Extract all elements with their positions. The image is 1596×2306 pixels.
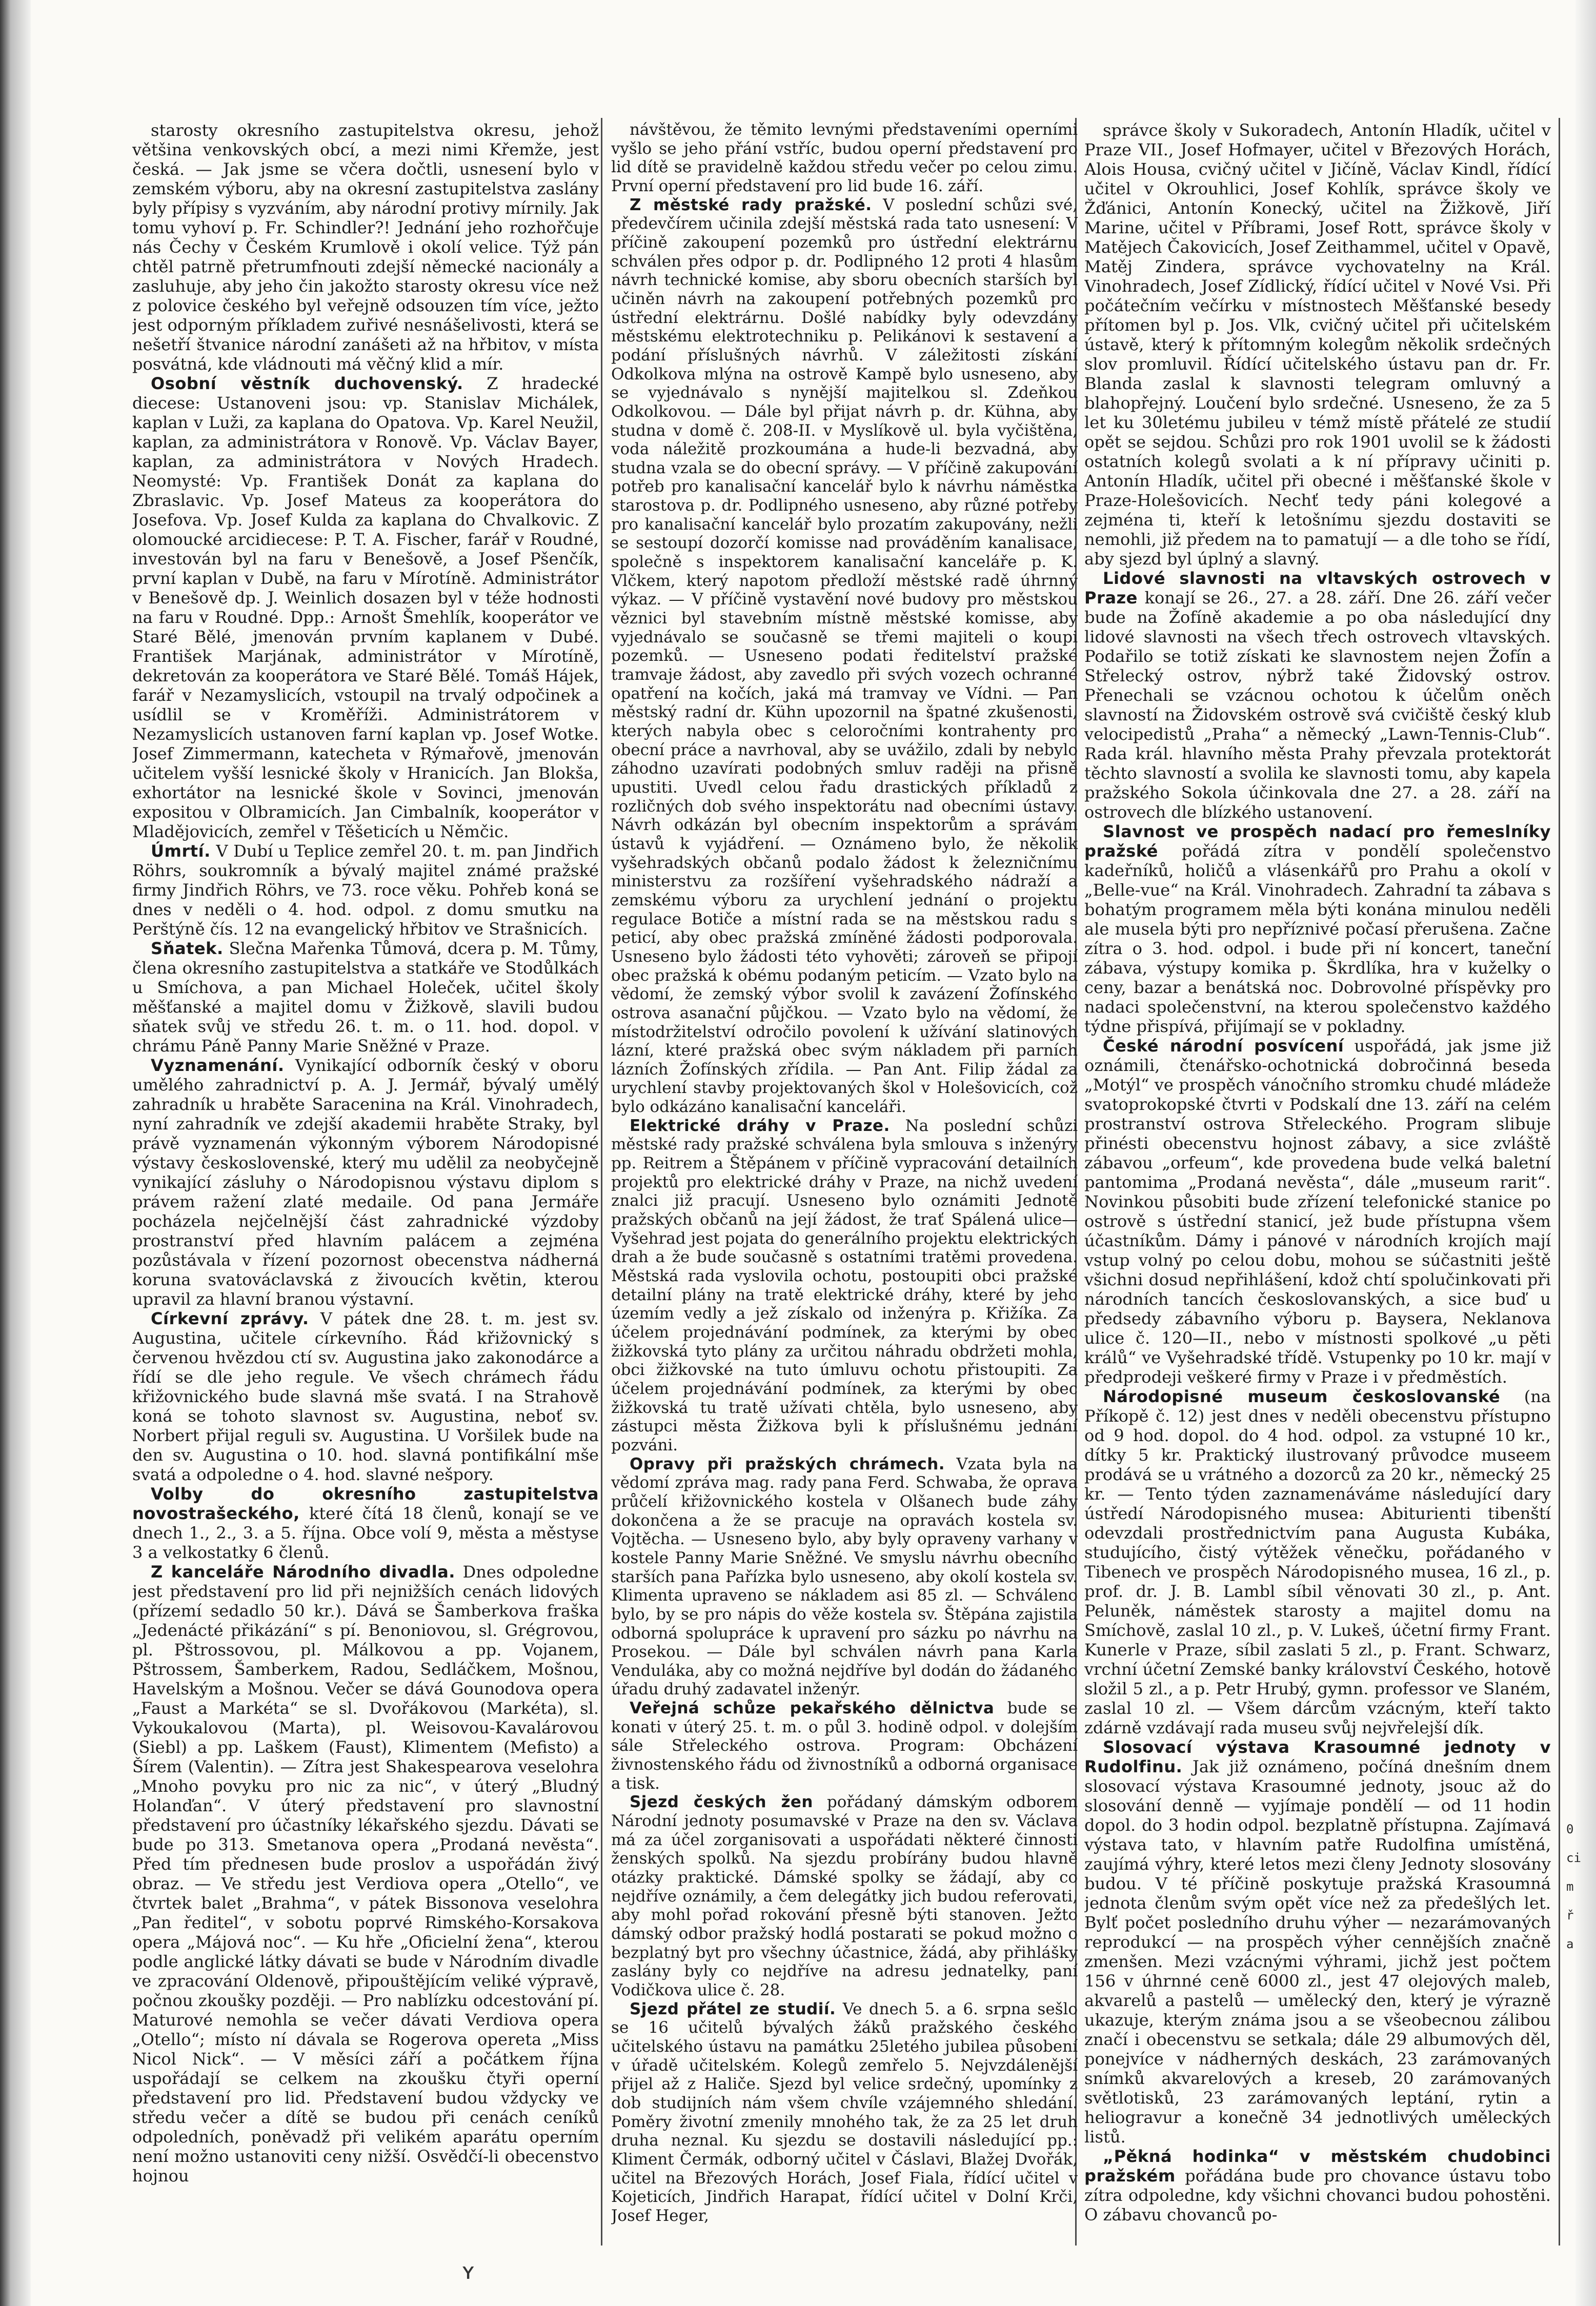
article-text: V pátek dne 28. t. m. jest sv. Augustina, učitele církevního. Řád křižovnický s červenou hvězdou ctí sv. Augustina jako zakonodárce a řídí se dle jeho regule. Ve všech chrámech řádu křižovnického bude slavná mše svatá. I na Strahově koná se tohoto slavnost sv. Augustina, neboť sv. Norbert přijal reguli sv. Augustina. U Voršilek bude na den sv. Augustina o 10. hod. slavná pontifikální mše svatá a odpoledne o 4. hod. slavné nešpory. [132,1309,599,1484]
page-edge [1575,0,1596,2306]
article-text: Vzata byla na vědomí zpráva mag. rady pana Ferd. Schwaba, že oprava průčelí křižovnického kostela v Olšanech bude záhy dokončena a že se pracuje na opravách kostela sv. Vojtěcha. — Usneseno bylo, aby byly opraveny varhany v kostele Panny Marie Sněžné. Ve smyslu návrhu obecního starších pana Pařízka bylo usneseno, aby okolí kostela sv. Klimenta upraveno se nákladem asi 85 zl. — Schváleno bylo, by se pro nápis do věže kostela sv. Štěpána zajistila odborná spolupráce k upravení pro sázku po návrhu na Prosekou. — Dále byl schválen návrh pana Karla Venduláka, aby co možná nejdříve byl dodán do žádaného úřadu druhý zadavatel inženýr. [611,1454,1078,1699]
article-text: Na poslední schůzi městské rady pražské schválena byla smlouva s inženýry pp. Reitrem a Štěpánem v příčině vypracování detailních projektů pro elektrické dráhy v Praze, na nichž uvedení znalci již pracují. Usneseno bylo oznámiti Jednotě pražských občanů na její žádost, že trať Spálená ulice—Vyšehrad jest pojata do generálního projektu elektrických drah a že bude současně s ostatními tratěmi provedena. Městská rada vyslovila ochotu, postoupiti obci pražské detailní plány na tratě elektrické dráhy, které by jeho územím vedly a jež získalo od inženýra p. Křižíka. Za účelem projednávání podmínek, za kterými by obec žižkovská tyto plány za určitou náhradu obdržeti mohla, obci žižkovské na tuto úmluvu ochotu přistoupiti. Za účelem projednávání podmínek, za kterými by obec žižkovská tu tratě užívati chtěla, bylo usneseno, aby zástupci města Žižkova byli k příslušnému jednání pozváni. [611,1116,1078,1454]
article-paragraph [132,374,599,841]
article-text: návštěvou, že těmito levnými představeními operními vyšlo se jeho přání vstříc, budou operní představení pro lid dítě se pravidelně každou středu večer po celou zimu. První operní představení pro lid bude 16. září. [611,120,1078,195]
article-paragraph [1084,120,1551,569]
article-text: Vynikající odborník český v oboru umělého zahradnictví p. A. J. Jermář, bývalý umělý zahradník u hraběte Saracenina na Král. Vinohradech, nyní zahradník ve zdejší akademii hraběte Straky, byl právě vyznamenán výkonným výborem Národopisné výstavy československé, který mu udělil za neobyčejně vynikající zásluhy o Národopisnou výstavu diplom s právem ražení zlaté medaile. Od pana Jermáře pocházela nejčelnější část zahradnické výzdoby prostranství před hlavním palácem a zejména pozůstávala v řízení pozornost obecenstva nádherná koruna svatováclavská z živoucích květin, kterou upravil za hlavní branou výstavní. [132,1056,599,1309]
article-text: Dnes odpoledne jest představení pro lid při nejnižších cenách lidových (přízemí sedadlo 50 kr.). Dává se Šamberkova fraška „Jedenácté přikázání“ s pí. Benoniovou, sl. Grégrovou, pl. Pštrossovou, pl. Málkovou a pp. Vojanem, Pštrossem, Šamberkem, Radou, Sedláčkem, Mošnou, Havelským a Mošnou. Večer se dává Gounodova opera „Faust a Markéta“ se sl. Dvořákovou (Markéta), sl. Vykoukalovou (Marta), pl. Weisovou-Kavalárovou (Siebl) a pp. Laškem (Faust), Klimentem (Mefisto) a Šírem (Valentin). — Zítra jest Shakespearova veselohra „Mnoho povyku pro nic za nic“, v úterý „Bludný Holanďan“. V úterý představení pro slavnostní představení pro účastníky lékařského sjezdu. Dávati se bude po 313. Smetanova opera „Prodaná nevěsta“. Před tím přednesen bude proslov a uspořádán živý obraz. — Ve středu jest Verdiova opera „Otello“, ve čtvrtek balet „Brahma“, v pátek Bissonova veselohra „Pan ředitel“, v sobotu poprvé Rimského-Korsakova opera „Májová noc“. — Ku hře „Oficielní žena“, kterou podle anglické látky dávati se bude v Národním divadle ve zpracování Oldenově, připouštějícím veliké výpravě, počnou zkoušky později. — Pro nablízku odcestování pí. Maturové nemohla se večer dávati Verdiova opera „Otello“; místo ní dávala se Rogerova opereta „Miss Nicol Nick“. — V měsíci září a počátkem října uspořádají se celkem na zkoušku čtyři operní představení pro lid. Představení budou vždycky ve středu večer a dítě se budou při cenách ceníků odpoledních, poněvadž při velikém aparátu operním není možno ustanoviti ceny nižší. Osvědčí-li obecenstvo hojnou [132,1562,599,2186]
article-paragraph [1084,1737,1551,2147]
article-text: uspořádá, jak jsme již oznámili, čtenářsko-ochotnická dobročinná beseda „Motýl“ ve prospěch vánočního stromku chudé mládeže svatoprokopské čtvrti v Podskalí dne 13. září na celém prostranství ostrova Střeleckého. Program slibuje přinésti obecenstvu hojnost zábavy, a sice zvláště zábavou „orfeum“, kde provedena bude velká baletní pantomima „Prodaná nevěsta“, dále „museum rarit“. Novinkou působiti bude zřízení telefonické stanice po ostrově s ústřední stanicí, jež bude přístupna všem účastníkům. Dámy i pánové v národních krojích mají vstup volný po celou dobu, mohou se súčastniti ještě všichni dosud nepřihlášení, kdož chtí spolučinkovati při národních tancích českoslovanských, a sice buď u předsedy zábavního výboru p. Baysera, Neklanova ulice č. 120—II., nebo v místnosti spolkové „u pěti králů“ ve Vyšehradské třídě. Vstupenky po 10 kr. mají v předprodeji veškeré firmy v Praze i v předměstích. [1084,1036,1551,1387]
article-text: konají se 26., 27. a 28. září. Dne 26. září večer bude na Žofíně akademie a po oba následující dny lidové slavnosti na všech třech ostrovech vltavských. Podařilo se totiž získati ke slavnostem nejen Žofín a Střelecký ostrov, nýbrž také Židovský ostrov. Přenechali se vzácnou ochotou k účelům oněch slavností na Židovském ostrově svá cvičiště český klub velocipedistů „Praha“ a německý „Lawn-Tennis-Club“. Rada král. hlavního města Prahy převzala protektorát těchto slavností a svolila ke slavnosti tomu, aby kapela pražského Sokola účinkovala dne 27. a 28. září na ostrovech dle blízkého ustanovení. [1084,588,1551,822]
margin-marks [1566,1815,1587,1958]
binding-gutter [0,0,31,2306]
article-text: pořádá zítra v pondělí společenstvo kadeřníků, holičů a vlásenkářů pro Prahu a okolí v „Belle-vue“ na Král. Vinohradech. Zahradní ta zábava s bohatým programem měla býti konána minulou neděli ale musela býti pro nepříznivé počasí přerušena. Začne zítra o 3. hod. odpol. i bude při ní koncert, taneční zábava, výstupy komika p. Škrdlíka, hra v kuželky o ceny, bazar a benátská noc. Dobrovolné příspěvky pro nadaci společenstvní, na kterou společenstvo každého týdne přispívá, přijímají se v pokladny. [1084,841,1551,1036]
column-rule [601,118,602,2246]
article-heading: Opravy při pražských chrámech. [630,1454,945,1473]
article-heading: Vyznamenání. [151,1056,285,1075]
article-text: bude se konati v úterý 25. t. m. o půl 3. hodině odpol. v dolejším sále Střeleckého ostrova. Program: Obcházení živnostenského řádu od živnostníků a odborná organisace a tisk. [611,1699,1078,1793]
article-heading: Slosovací výstava Krasoumné jednoty v Rudolfinu. [1084,1737,1551,1776]
article-heading: Lidové slavnosti na vltavských ostrovech v Praze [1084,569,1551,608]
article-text: Jak již oznámeno, počíná dnešním dnem slosovací výstava Krasoumné jednoty, jsouc až do slosování denně — vyjímaje pondělí — od 11 hodin dopol. do 3 hodin odpol. bezplatně přístupna. Zajímavá výstava tato, v hlavním patře Rudolfina umístěná, zaujímá výhry, které letos mezi členy Jednoty slosovány budou. V té příčině poskytuje pražská Krasoumná jednota členům svým opět více než za předešlých let. Bylť počet posledního druhu výher — nezarámovaných reprodukcí — na prospěch výher cennějších značně zmenšen. Mezi vzácnými výhrami, jichž jest počtem 156 v úhrnné ceně 6000 zl., jest 47 olejových maleb, akvarelů a pastelů — umělecký den, který je výrazně ukazuje, kterým známa jsou a se všeobecnou zálibou značí i obecenstvu se setkala; dále 29 albumových děl, ponejvíce v nádherných deskách, 23 zarámovaných snímků akvarelových a kreseb, 20 zarámovaných světlotisků, 23 zarámovaných leptání, rytin a heliogravur a konečně 34 jednotlivých uměleckých listů. [1084,1757,1551,2147]
article-heading: Úmrtí. [151,841,211,861]
article-paragraph [1084,822,1551,1036]
article-text: Ve dnech 5. a 6. srpna sešlo se 16 učitelů bývalých žáků pražského českého učitelského ústavu na památku 25letého jubilea působení v úřadě učitelském. Kolegů zemřelo 5. Nejvzdálenější přijel až z Haliče. Sjezd byl velice srdečný, upomínky z dob studijních nám všem chvíle vzájemného shledání. Poměry životní zmenily mnohého tak, že za 25 let druh druha neznal. Ku sjezdu se dostavili následující pp.: Kliment Čermák, odborný učitel v Čáslavi, Blažej Dvořák, učitel na Březových Horách, Josef Fiala, řídící učitel v Kojeticích, Jindřich Harapat, řídící učitel v Dolní Krči, Josef Heger, [611,1999,1078,2225]
article-heading: Sjezd přátel ze studií. [630,1999,836,2018]
article-heading: Elektrické dráhy v Praze. [630,1116,890,1135]
article-paragraph [611,1455,1078,1700]
margin-mark: m [1566,1879,1574,1894]
article-heading: Z městské rady pražské. [630,195,872,214]
margin-mark: ř [1566,1908,1574,1923]
column-rule [1559,118,1560,2246]
margin-mark: a [1566,1937,1574,1951]
text-column-2 [611,120,1078,2243]
article-paragraph [1084,2147,1551,2224]
article-heading: Z kanceláře Národního divadla. [151,1562,455,1582]
article-paragraph [611,1793,1078,1999]
article-heading: Osobní věstník duchovenský. [151,374,463,393]
article-text: starosty okresního zastupitelstva okresu, jehož většina venkovských obcí, a mezi nimi Křemže, jest česká. — Jak jsme se včera dočtli, usnesení bylo v zemském výboru, aby na okresní zastupitelstva zaslány byly přípisy s vyzváním, aby národní protivy mírnily. Jak tomu vyhoví p. Fr. Schindler?! Jednání jeho rozhořčuje nás Čechy v Českém Krumlově i okolí velice. Týž pán chtěl patrně přetrumfnouti zdejší německé nacionály a zasluhuje, aby jeho čin jakožto starosty okresu více než z polovice českého byl veřejně odsouzen tím více, ježto jest odporným příkladem zuřivé nesnášelivosti, která se nešetří štvanice národní zanášeti až na hřbitov, v místa posvátná, kde vládnouti má věčný klid a mír. [132,120,599,374]
article-paragraph [132,1056,599,1309]
article-paragraph [132,1309,599,1484]
article-heading: „Pěkná hodinka“ v městském chudobinci pražském [1084,2147,1551,2186]
article-heading: Volby do okresního zastupitelstva novostrašeckého, [132,1484,599,1523]
article-heading: České národní posvícení [1103,1036,1344,1056]
margin-mark: ci [1566,1851,1581,1865]
article-paragraph [611,120,1078,196]
article-paragraph [611,196,1078,1117]
article-paragraph [611,1699,1078,1793]
article-heading: Slavnost ve prospěch nadací pro řemeslníky pražské [1084,822,1551,861]
text-column-3 [1084,120,1551,2243]
article-heading: Církevní zprávy. [151,1309,309,1328]
article-text: V poslední schůzi své, předevčírem učinila zdejší městská rada tato usnesení: V příčině zakoupení pozemků pro ústřední elektrárnu schválen přes odpor p. dr. Podlipného 12 proti 4 hlasům návrh technické komise, aby sboru obecních starších byl učiněn návrh na zakoupení potřebných pozemků pro ústřední elektrárnu. Došlé nabídky byly odevzdány městskému elektrotechniku p. Pelikánovi k sestavení a podání příslušných návrhů. V záležitosti získání Odkolkova mlýna na ostrově Kampě bylo usneseno, aby se vyjednávalo s nynější majitelkou sl. Zdeňkou Odkolkovou. — Dále byl přijat návrh p. dr. Kühna, aby studna v domě č. 208-II. v Myslíkově ul. byla vyčištěna, voda náležitě prozkoumána a hude-li bezvadná, aby studna vzala se do obecní správy. — V příčině zakupování potřeb pro kanalisační kancelář bylo k návrhu náměstka starostova p. dr. Podlipného usneseno, aby různé potřeby pro kanalisační kancelář bylo prozatím zakupovány, nežli se sestoupí dozorčí komisse nad prováděním kanalisace, společně s inspektorem kanalisační kanceláře p. K. Vlčkem, který napotom předloží městské radě úhrnný výkaz. — V příčině vystavění nové budovy pro městskou věznici byl stavebním místně městské komisse, aby vyjednávalo se současně se třemi majiteli o koupi pozemků. — Usneseno podati ředitelství pražské tramvaje žádost, aby zavedlo při svých vozech ochranné opatření na kočích, jaká má tramvay ve Vídni. — Pan městský radní dr. Kühn upozornil na špatné zkušenosti, kterých nabyla obec s celoročními kontrahenty pro obecní práce a navrhoval, aby se uvážilo, zdali by nebylo záhodno uzavírati podobných smluv raději na přisně upustiti. Uvedl celou řadu drastických příkladů z rozličných dob svého inspektorátu nad obecními ústavy. Návrh odkázán byl obecním inspektorům a správám ústavů k vyjádření. — Oznámeno bylo, že několik vyšehradských občanů podalo žádost k železničnímu ministerstvu za rozšíření vyšehradského nádraží a zemskému výboru za urychlení jednání o projektu regulace Botiče a místní rada se na městskou radu s peticí, aby obec pražská zmíněné žádosti podporovala. Usneseno bylo žádosti této vyhověti; zároveň se připojí obec pražská k obému podaným peticím. — Vzato bylo na vědomí, že zemský výbor svolil k zavázení Žofínského ostrova asanační půjčkou. — Vzato bylo na vědomí, že místodržitelství odročilo povolení k užívání slatinových lázní, které pražská obec svým nákladem při parních lázních Žofínských zřídila. — Pan Ant. Filip žádal za urychlení stavby projektovaných škol v Holešovicích, což bylo odkázáno kanalisační kanceláři. [611,195,1078,1117]
text-column-1 [132,120,599,2243]
article-text: Z hradecké diecese: Ustanoveni jsou: vp. Stanislav Michálek, kaplan v Luži, za kaplana do Opatova. Vp. Karel Neužil, kaplan, za administrátora v Ronově. Vp. Václav Bayer, kaplan, za administrátora v Nových Hradech. Neomysté: Vp. František Donát za kaplana do Zbraslavic. Vp. Josef Mateus za kooperátora do Josefova. Vp. Josef Kulda za kaplana do Chvalkovic. Z olomoucké arcidiecese: P. T. A. Fischer, farář v Roudné, investován byl na faru v Benešově, a Josef Pšenčík, první kaplan v Dubě, na faru v Mírotíně. Administrátor v Benešově dp. J. Weinlich dosazen byl v téže hodnosti na faru v Roudné. Dpp.: Arnošt Šmehlík, kooperátor ve Staré Bělé, jmenován prvním kaplanem v Dubé. František Marjának, administrátor v Mírotíně, dekretován za kooperátora ve Staré Bělé. Tomáš Hájek, farář v Nezamyslicích, vstoupil na trvalý odpočinek a usídlil se v Kroměříži. Administrátorem v Nezamyslicích ustanoven farní kaplan vp. Josef Wotke. Josef Zimmermann, katecheta v Rýmařově, jmenován učitelem vyšší lesnické školy v Hranicích. Jan Blokša, exhortátor na lesnické škole v Sovinci, jmenován expositou v Olbramicích. Jan Cimbalník, kooperátor v Mladějovicích, zemřel v Těšeticích u Němčic. [132,374,599,841]
article-paragraph [132,1562,599,2186]
margin-mark: 0 [1566,1822,1574,1836]
article-heading: Sňatek. [151,939,224,958]
article-text: pořádána bude pro chovance ústavu tobo zítra odpoledne, kdy všichni chovanci budou pohostěni. O zábavu chovanců po- [1084,2166,1551,2224]
article-text: V Dubí u Teplice zemřel 20. t. m. pan Jindřich Röhrs, soukromník a bývalý majitel známé pražské firmy Jindřich Röhrs, ve 73. roce věku. Pohřeb koná se dnes v neděli o 4. hod. odpol. z domu smutku na Perštýně čís. 12 na evangelický hřbitov ve Strašnicích. [132,841,599,939]
article-text: Slečna Mařenka Tůmová, dcera p. M. Tůmy, člena okresního zastupitelstva a statkáře ve Stodůlkách u Smíchova, a pan Michael Holeček, učitel školy měšťanské a majitel domu v Žižkově, slavili budou sňatek svůj ve středu 26. t. m. o 11. hod. dopol. v chrámu Páně Panny Marie Sněžné v Praze. [132,939,599,1056]
article-paragraph [1084,1036,1551,1387]
article-paragraph [1084,1387,1551,1737]
article-heading: Veřejná schůze pekařského dělnictva [630,1699,995,1718]
article-paragraph [611,2000,1078,2226]
article-text: pořádaný dámským odborem Národní jednoty posumavské v Praze na den sv. Václava má za účel zorganisovati a uspořádati některé činnosti ženských spolků. Na sjezdu probírány budou hlavně otázky praktické. Dámské spolky se žádají, aby co nejdříve oznámily, a čem delegátky jich budou referovati, aby mohl pořad rokování přesně býti stanoven. Ježto dámský odbor pražský hodlá postarati se pokud možno o bezplatný byt pro všechny účastnice, žádá, aby přihlášky zaslány byly co nejdříve na adresu jednatelky, paní Vodičkova ulice č. 28. [611,1793,1078,1999]
article-text: které čítá 18 členů, konají se ve dnech 1., 2., 3. a 5. října. Obce volí 9, města a městyse 3 a velkostatky 6 členů. [132,1504,599,1562]
bottom-mark: ʏ [461,2258,475,2284]
article-heading: Sjezd českých žen [630,1793,813,1812]
article-paragraph [1084,569,1551,822]
article-text: (na Příkopě č. 12) jest dnes v neděli obecenstvu přístupno od 9 hod. dopol. do 4 hod. odpol. za vstupné 10 kr., dítky 5 kr. Praktický ilustrovaný průvodce museem prodává se u vrátného a dozorců za 20 kr., německý 25 kr. — Tento týden zaznamenáváme následující dary ústředí Národopisného musea: Abiturienti tibenští odevzdali prostřednictvím pana Augusta Kubáka, studujícího, čistý výtěžek věnečku, pořádaného v Tibenech ve prospěch Národopisného musea, 16 zl., p. prof. dr. J. B. Lambl síbil věnovati 30 zl., p. Ant. Peluněk, náměstek starosty a majitel domu na Smíchově, zaslal 10 zl., p. V. Lukeš, účetní firmy Frant. Kunerle v Praze, síbil zaslati 5 zl., p. Frant. Schwarz, vrchní účetní Zemské banky království Českého, hotově složil 5 zl., a p. Petr Hrubý, gymn. professor ve Slaném, zaslal 10 zl. — Všem dárcům vzácným, kteří takto zdárně vzdávají rada museu svůj nejvřelejší dík. [1084,1387,1551,1737]
article-paragraph [132,120,599,374]
article-text: správce školy v Sukoradech, Antonín Hladík, učitel v Praze VII., Josef Hofmayer, učitel v Březových Horách, Alois Housa, cvičný učitel v Jičíně, Václav Kindl, řídící učitel v Okrouhlici, Josef Kohlík, správce školy ve Žďánici, Antonín Konecký, učitel na Žižkově, Jiří Marine, učitel v Příbrami, Josef Rott, správce školy v Matějech Čakovicích, Josef Zeithammel, učitel v Opavě, Matěj Zindera, správce vychovatelny na Král. Vinohradech, Josef Zídlický, řídící učitel v Nové Vsi. Při počátečním večírku v místnostech Měšťanské besedy přítomen byl p. Jos. Vlk, cvičný učitel při učitelském ústavě, který k přítomným kolegům několik srdečných slov promluvil. Řídící učitelského ústavu pan dr. Fr. Blanda zaslal k slavnosti telegram omluvný a blahopřejný. Loučení bylo srdečné. Usneseno, že za 5 let ku 30letému jubileu v témž místě přátelé ze studií opět se sejdou. Schůzi pro rok 1901 uvolil se k žádosti ostatních kolegů svolati a k ní přípravy učiniti p. Antonín Hladík, učitel při obecné i měšťanské škole v Praze-Holešovicích. Nechť tedy páni kolegové a zejména ti, kteří k letošnímu sjezdu dostaviti se nemohli, již předem na to pamatují — a dle toho se řídí, aby sjezd byl úplný a slavný. [1084,120,1551,569]
article-paragraph [132,841,599,939]
article-heading: Národopisné museum českoslovanské [1103,1387,1501,1406]
article-paragraph [132,1484,599,1562]
article-paragraph [132,939,599,1056]
article-paragraph [611,1117,1078,1455]
